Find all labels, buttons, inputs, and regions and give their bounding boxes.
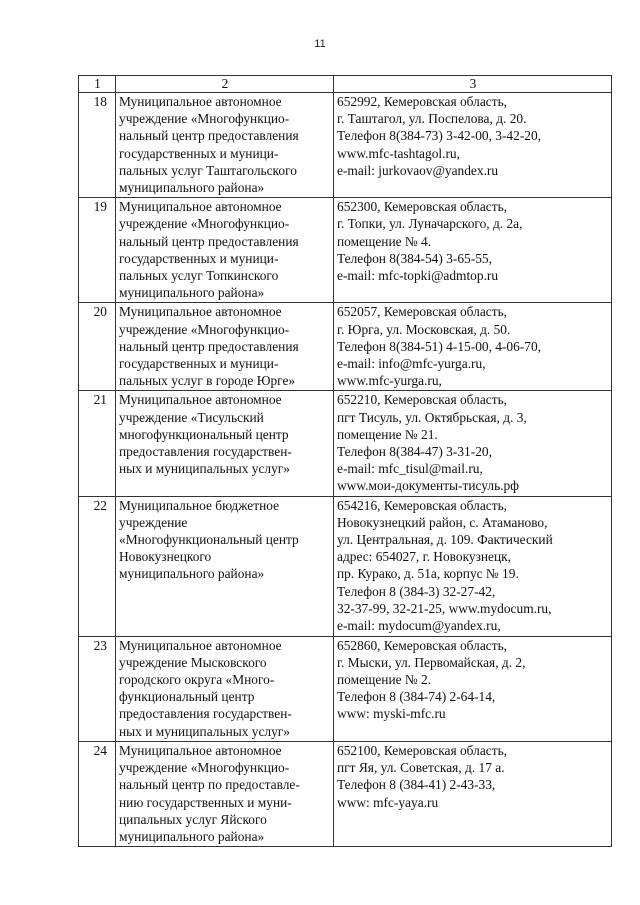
institution-name-line: «Многофункциональный центр (119, 532, 299, 548)
row-number: 22 (79, 496, 116, 636)
institution-name-line: пальных услуг Таштагольского (119, 162, 297, 178)
institution-name-cell (116, 496, 334, 636)
address-line: www: mfc-yaya.ru (337, 794, 439, 810)
institution-name-cell (116, 391, 334, 496)
institution-name-line: многофункциональный центр (119, 426, 289, 442)
institution-name-cell (116, 303, 334, 391)
institution-name-line: государственных и муници- (119, 145, 279, 161)
address-line: помещение № 4. (337, 233, 432, 249)
institution-name-line: нальный центр предоставления (119, 128, 299, 144)
address-line: Телефон 8(384-47) 3-31-20, (337, 444, 492, 460)
institution-name-line: муниципального района» (119, 828, 265, 844)
address-line: г. Топки, ул. Луначарского, д. 2а, (337, 216, 523, 232)
institution-name-line: учреждение «Многофункцио- (119, 760, 290, 776)
address-cell (334, 303, 612, 391)
institution-name-line: нию государственных и муни- (119, 794, 292, 810)
institution-name-line: учреждение «Многофункцио- (119, 321, 290, 337)
address-line: e-mail: jurkovaov@yandex.ru (337, 162, 499, 178)
institution-name-cell (116, 93, 334, 198)
address-line: Новокузнецкий район, с. Атаманово, (337, 514, 548, 530)
institution-name-line: городского округа «Много- (119, 672, 275, 688)
address-line: пр. Курако, д. 51а, корпус № 19. (337, 566, 519, 582)
address-line: www.мои-документы-тисуль.рф (337, 478, 519, 494)
address-cell (334, 496, 612, 636)
address-line: 652992, Кемеровская область, (337, 94, 508, 109)
table-row (79, 741, 612, 846)
address-cell (334, 636, 612, 741)
address-cell (334, 741, 612, 846)
header-col-2: 2 (116, 76, 334, 93)
address-line: Телефон 8 (384-74) 2-64-14, (337, 689, 496, 705)
table-body (79, 76, 612, 847)
table-row (79, 198, 612, 303)
row-number: 19 (79, 198, 116, 303)
institution-name-line: нальный центр предоставления (119, 338, 299, 354)
address-line: ул. Центральная, д. 109. Фактический (337, 532, 553, 548)
address-line: г. Юрга, ул. Московская, д. 50. (337, 321, 511, 337)
institution-name-line: Муниципальное автономное (119, 304, 282, 320)
institution-name-line: предоставления государствен- (119, 444, 292, 460)
institution-name-cell (116, 636, 334, 741)
institution-name-line: Муниципальное автономное (119, 199, 282, 215)
address-line: 32-37-99, 32-21-25, www.mydocum.ru, (337, 600, 552, 616)
table-row (79, 303, 612, 391)
row-number: 21 (79, 391, 116, 496)
institution-name-line: ных и муниципальных услуг» (119, 461, 290, 477)
address-cell (334, 198, 612, 303)
address-line: помещение № 21. (337, 426, 438, 442)
address-cell (334, 93, 612, 198)
institution-name-line: ципальных услуг Яйского (119, 811, 267, 827)
institution-name-line: муниципального района» (119, 180, 265, 196)
address-line: г. Мыски, ул. Первомайская, д. 2, (337, 654, 526, 670)
table-row (79, 93, 612, 198)
institution-name-line: функциональный центр (119, 689, 255, 705)
header-row (79, 76, 612, 93)
address-line: www: myski-mfc.ru (337, 706, 446, 722)
address-line: 652100, Кемеровская область, (337, 742, 508, 758)
mfc-table (78, 75, 612, 847)
table-row (79, 496, 612, 636)
institution-name-line: государственных и муници- (119, 356, 279, 372)
institution-name-cell (116, 198, 334, 303)
page-number: 11 (314, 38, 326, 50)
address-line: Телефон 8(384-73) 3-42-00, 3-42-20, (337, 128, 542, 144)
address-line: 652300, Кемеровская область, (337, 199, 508, 215)
institution-name-line: Муниципальное автономное (119, 742, 282, 758)
table-row (79, 391, 612, 496)
institution-name-line: муниципального района» (119, 566, 265, 582)
row-number: 24 (79, 741, 116, 846)
address-line: адрес: 654027, г. Новокузнецк, (337, 549, 512, 565)
institution-name-line: Муниципальное автономное (119, 392, 282, 408)
address-line: e-mail: mfc_tisul@mail.ru, (337, 461, 483, 477)
institution-name-line: Муниципальное бюджетное (119, 497, 280, 513)
address-line: 652057, Кемеровская область, (337, 304, 508, 320)
address-line: e-mail: mydocum@yandex.ru, (337, 618, 501, 634)
address-line: Телефон 8 (384-41) 2-43-33, (337, 777, 496, 793)
institution-name-line: предоставления государствен- (119, 706, 292, 722)
institution-name-line: учреждение «Многофункцио- (119, 111, 290, 127)
address-cell (334, 391, 612, 496)
address-line: e-mail: mfc-topki@admtop.ru (337, 268, 499, 284)
address-line: 654216, Кемеровская область, (337, 497, 508, 513)
institution-name-line: нальный центр предоставления (119, 233, 299, 249)
institution-name-line: учреждение Мысковского (119, 654, 267, 670)
address-line: г. Таштагол, ул. Поспелова, д. 20. (337, 111, 527, 127)
institution-name-line: муниципального района» (119, 285, 265, 301)
row-number: 18 (79, 93, 116, 198)
address-line: пгт Яя, ул. Советская, д. 17 а. (337, 760, 505, 776)
address-line: 652860, Кемеровская область, (337, 637, 508, 653)
institution-name-line: пальных услуг в городе Юрге» (119, 373, 296, 389)
header-col-1: 1 (79, 76, 116, 93)
address-line: e-mail: info@mfc-yurga.ru, (337, 356, 486, 372)
institution-name-line: Муниципальное автономное (119, 94, 282, 109)
table-row (79, 636, 612, 741)
address-line: 652210, Кемеровская область, (337, 392, 508, 408)
address-line: Телефон 8(384-51) 4-15-00, 4-06-70, (337, 338, 542, 354)
institution-name-line: учреждение «Многофункцио- (119, 216, 290, 232)
institution-name-line: Муниципальное автономное (119, 637, 282, 653)
row-number: 20 (79, 303, 116, 391)
row-number: 23 (79, 636, 116, 741)
address-line: Телефон 8(384-54) 3-65-55, (337, 250, 492, 266)
header-col-3: 3 (334, 76, 612, 93)
institution-name-line: ных и муниципальных услуг» (119, 723, 290, 739)
address-line: www.mfc-yurga.ru, (337, 373, 442, 389)
address-line: Телефон 8 (384-3) 32-27-42, (337, 583, 496, 599)
institution-name-line: учреждение «Тисульский (119, 409, 264, 425)
institution-name-line: учреждение (119, 514, 188, 530)
institution-name-line: Новокузнецкого (119, 549, 212, 565)
address-line: www.mfc-tashtagol.ru, (337, 145, 460, 161)
address-line: пгт Тисуль, ул. Октябрьская, д. 3, (337, 409, 527, 425)
address-line: помещение № 2. (337, 672, 432, 688)
institution-name-cell (116, 741, 334, 846)
institution-name-line: пальных услуг Топкинского (119, 268, 279, 284)
institution-name-line: государственных и муници- (119, 250, 279, 266)
institution-name-line: нальный центр по предоставле- (119, 777, 300, 793)
